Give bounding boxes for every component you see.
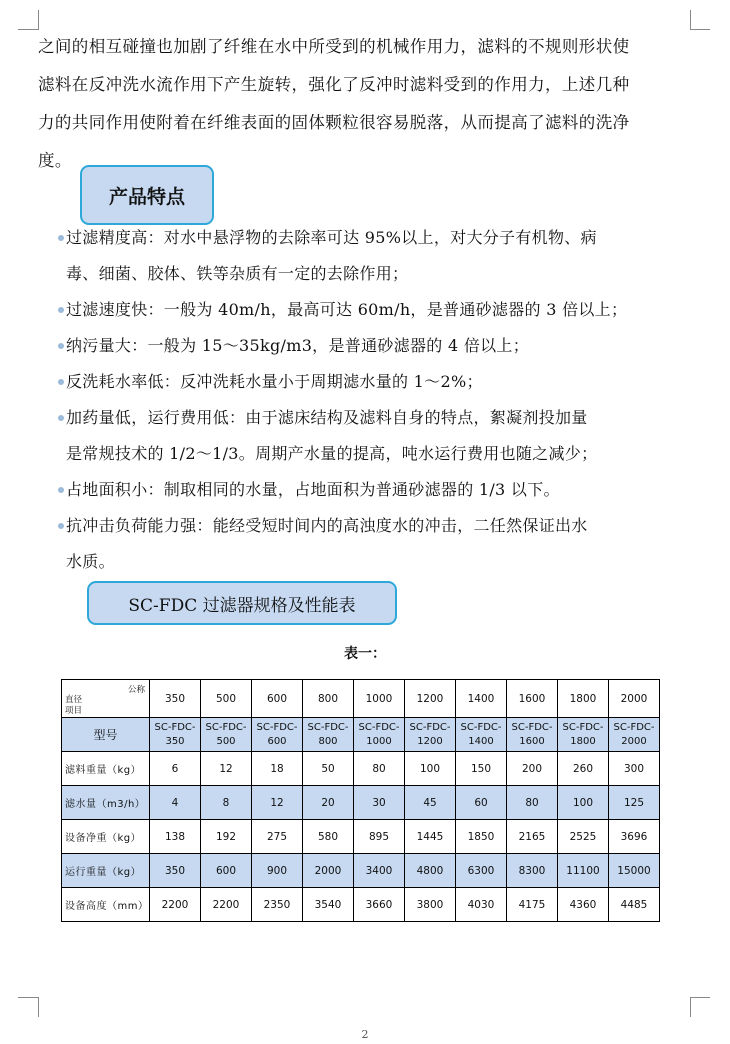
value-cell: 4175	[507, 888, 558, 922]
bullet-icon	[58, 343, 64, 349]
diameter-cell: 1400	[456, 680, 507, 718]
value-cell: 100	[558, 786, 609, 820]
model-prefix: SC-FDC-	[460, 721, 502, 733]
value-cell: 6	[150, 752, 201, 786]
value-cell: 3540	[303, 888, 354, 922]
value-cell: 260	[558, 752, 609, 786]
corner-label-diameter: 公称	[127, 684, 145, 695]
feature-line: 反洗耗水率低：反冲洗耗水量小于周期滤水量的 1～2%；	[66, 372, 483, 391]
spec-table	[61, 679, 660, 922]
diameter-cell: 2000	[609, 680, 660, 718]
value-cell: 1445	[405, 820, 456, 854]
value-cell: 275	[252, 820, 303, 854]
value-cell: 192	[201, 820, 252, 854]
model-prefix: SC-FDC-	[307, 721, 349, 733]
feature-item	[66, 400, 676, 472]
value-cell: 100	[405, 752, 456, 786]
intro-line: 力的共同作用使附着在纤维表面的固体颗粒很容易脱落，从而提高了滤料的洗净	[38, 113, 630, 132]
table-row	[62, 854, 660, 888]
model-prefix: SC-FDC-	[358, 721, 400, 733]
feature-line: 纳污量大：一般为 15～35kg/m3，是普通砂滤器的 4 倍以上；	[66, 336, 530, 355]
model-size: 1000	[366, 735, 392, 747]
value-cell: 4030	[456, 888, 507, 922]
feature-item	[66, 508, 676, 580]
model-prefix: SC-FDC-	[154, 721, 196, 733]
model-cell	[354, 718, 405, 752]
intro-paragraph	[38, 28, 698, 180]
model-size: 1200	[417, 735, 443, 747]
page-number: 2	[361, 1028, 369, 1041]
table-row	[62, 820, 660, 854]
model-cell	[609, 718, 660, 752]
table-row	[62, 752, 660, 786]
value-cell: 4	[150, 786, 201, 820]
bullet-icon	[58, 415, 64, 421]
model-size: 1400	[468, 735, 494, 747]
features-heading: 产品特点	[80, 165, 214, 225]
value-cell: 30	[354, 786, 405, 820]
diameter-cell: 1600	[507, 680, 558, 718]
feature-item	[66, 328, 676, 364]
value-cell: 4800	[405, 854, 456, 888]
feature-item	[66, 292, 676, 328]
diameter-cell: 500	[201, 680, 252, 718]
feature-item	[66, 472, 676, 508]
value-cell: 2165	[507, 820, 558, 854]
model-cell	[456, 718, 507, 752]
diameter-cell: 600	[252, 680, 303, 718]
value-cell: 80	[354, 752, 405, 786]
corner-header-cell	[62, 680, 150, 718]
diameter-cell: 1800	[558, 680, 609, 718]
value-cell: 2525	[558, 820, 609, 854]
model-cell	[558, 718, 609, 752]
feature-line: 占地面积小：制取相同的水量，占地面积为普通砂滤器的 1/3 以下。	[66, 480, 560, 499]
value-cell: 600	[201, 854, 252, 888]
model-size: 1800	[570, 735, 596, 747]
feature-item	[66, 364, 676, 400]
value-cell: 8300	[507, 854, 558, 888]
value-cell: 2200	[150, 888, 201, 922]
feature-item	[66, 220, 676, 292]
value-cell: 2200	[201, 888, 252, 922]
table-caption: 表一：	[344, 646, 386, 662]
value-cell: 125	[609, 786, 660, 820]
intro-line: 之间的相互碰撞也加剧了纤维在水中所受到的机械作用力，滤料的不规则形状使	[38, 37, 630, 56]
row-label: 设备净重（kg）	[62, 820, 150, 854]
crop-mark-bottom-right	[0, 0, 1, 1]
bullet-icon	[58, 379, 64, 385]
model-size: 500	[216, 735, 236, 747]
model-cell	[252, 718, 303, 752]
diameter-cell: 350	[150, 680, 201, 718]
feature-line: 毒、细菌、胶体、铁等杂质有一定的去除作用；	[66, 264, 409, 283]
feature-line: 过滤速度快：一般为 40m/h，最高可达 60m/h，是普通砂滤器的 3 倍以上；	[66, 300, 628, 319]
table-header-row	[62, 680, 660, 718]
model-prefix: SC-FDC-	[562, 721, 604, 733]
corner-label-diameter-2: 直径	[65, 694, 83, 705]
value-cell: 3660	[354, 888, 405, 922]
value-cell: 50	[303, 752, 354, 786]
value-cell: 80	[507, 786, 558, 820]
feature-line: 水质。	[66, 552, 115, 571]
bullet-icon	[58, 307, 64, 313]
row-label: 运行重量（kg）	[62, 854, 150, 888]
value-cell: 2000	[303, 854, 354, 888]
model-cell	[303, 718, 354, 752]
diameter-cell: 800	[303, 680, 354, 718]
value-cell: 6300	[456, 854, 507, 888]
table-row	[62, 786, 660, 820]
diameter-cell: 1200	[405, 680, 456, 718]
value-cell: 60	[456, 786, 507, 820]
bullet-icon	[58, 487, 64, 493]
spec-heading: SC-FDC 过滤器规格及性能表	[87, 581, 397, 625]
value-cell: 4360	[558, 888, 609, 922]
model-label: 型号	[62, 718, 150, 752]
value-cell: 895	[354, 820, 405, 854]
table-row	[62, 888, 660, 922]
value-cell: 1850	[456, 820, 507, 854]
model-size: 600	[267, 735, 287, 747]
feature-line: 过滤精度高：对水中悬浮物的去除率可达 95%以上，对大分子有机物、病	[66, 228, 597, 247]
value-cell: 350	[150, 854, 201, 888]
feature-line: 是常规技术的 1/2～1/3。周期产水量的提高，吨水运行费用也随之减少；	[66, 444, 598, 463]
value-cell: 45	[405, 786, 456, 820]
model-prefix: SC-FDC-	[205, 721, 247, 733]
value-cell: 8	[201, 786, 252, 820]
value-cell: 15000	[609, 854, 660, 888]
feature-line: 抗冲击负荷能力强：能经受短时间内的高浊度水的冲击，二任然保证出水	[66, 516, 588, 535]
model-prefix: SC-FDC-	[511, 721, 553, 733]
model-prefix: SC-FDC-	[409, 721, 451, 733]
value-cell: 20	[303, 786, 354, 820]
value-cell: 3400	[354, 854, 405, 888]
bullet-icon	[58, 523, 64, 529]
value-cell: 12	[201, 752, 252, 786]
model-size: 1600	[519, 735, 545, 747]
model-prefix: SC-FDC-	[256, 721, 298, 733]
value-cell: 12	[252, 786, 303, 820]
model-cell	[150, 718, 201, 752]
model-prefix: SC-FDC-	[613, 721, 655, 733]
bullet-icon	[58, 235, 64, 241]
model-cell	[201, 718, 252, 752]
diameter-cell: 1000	[354, 680, 405, 718]
intro-line: 度。	[38, 151, 72, 170]
value-cell: 18	[252, 752, 303, 786]
model-size: 800	[318, 735, 338, 747]
value-cell: 200	[507, 752, 558, 786]
model-size: 350	[165, 735, 185, 747]
value-cell: 3800	[405, 888, 456, 922]
row-label: 设备高度（mm）	[62, 888, 150, 922]
value-cell: 138	[150, 820, 201, 854]
feature-line: 加药量低，运行费用低：由于滤床结构及滤料自身的特点，絮凝剂投加量	[66, 408, 588, 427]
row-label: 滤水量（m3/h）	[62, 786, 150, 820]
model-size: 2000	[621, 735, 647, 747]
value-cell: 11100	[558, 854, 609, 888]
value-cell: 3696	[609, 820, 660, 854]
table-row-model	[62, 718, 660, 752]
value-cell: 900	[252, 854, 303, 888]
value-cell: 2350	[252, 888, 303, 922]
value-cell: 150	[456, 752, 507, 786]
model-cell	[405, 718, 456, 752]
row-label: 滤料重量（kg）	[62, 752, 150, 786]
value-cell: 4485	[609, 888, 660, 922]
corner-label-item: 项目	[65, 705, 83, 716]
model-cell	[507, 718, 558, 752]
value-cell: 580	[303, 820, 354, 854]
intro-line: 滤料在反冲洗水流作用下产生旋转，强化了反冲时滤料受到的作用力，上述几种	[38, 75, 630, 94]
value-cell: 300	[609, 752, 660, 786]
